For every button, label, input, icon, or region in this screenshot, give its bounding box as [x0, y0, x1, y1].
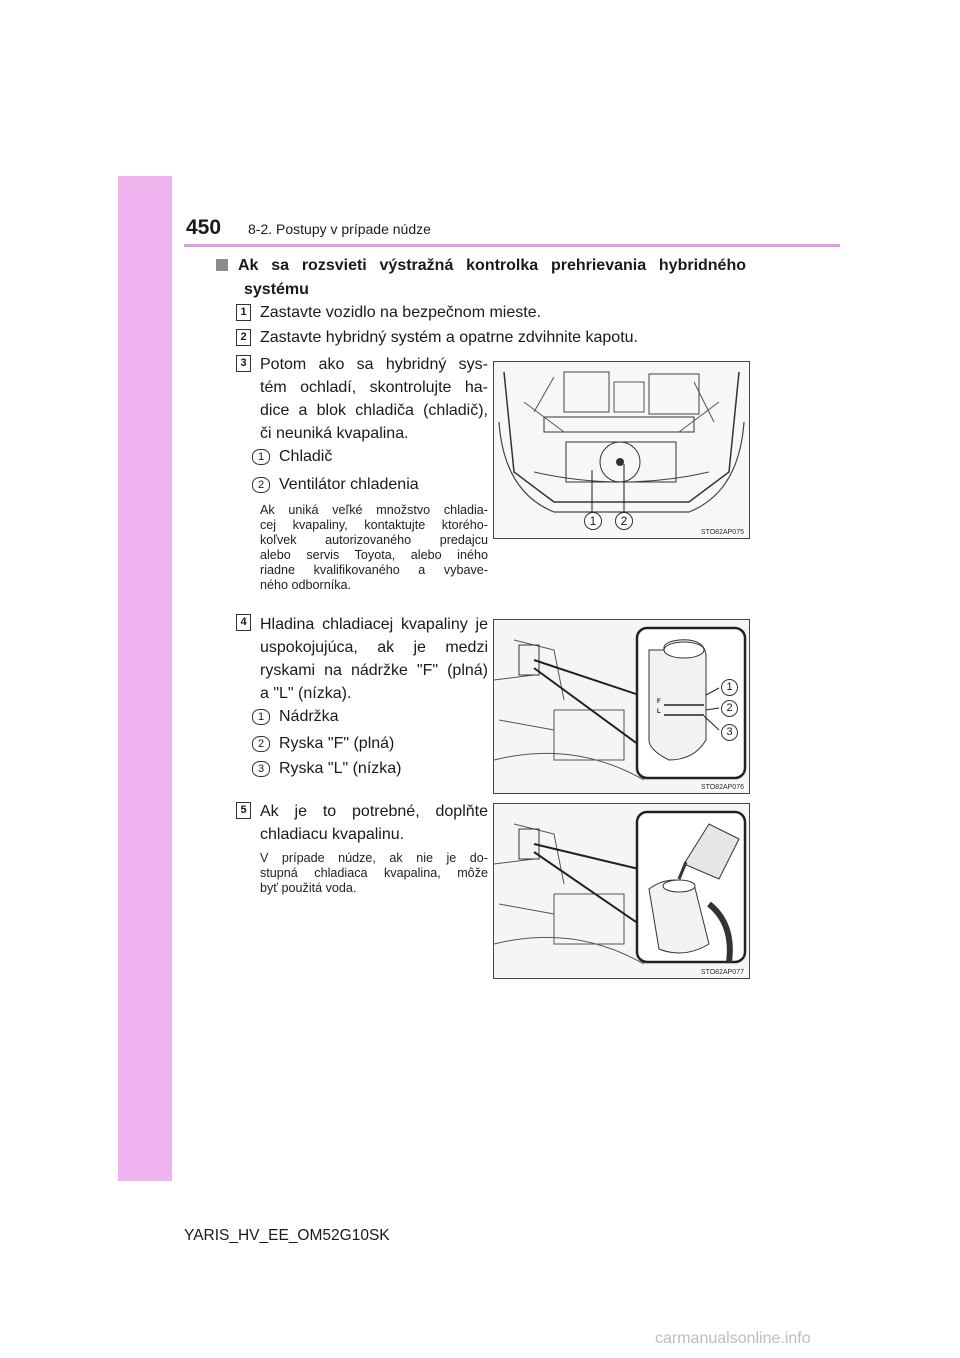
note-line: riadne kvalifikovaného a vybave- — [260, 563, 488, 577]
page-number: 450 — [186, 216, 222, 239]
engine-bay-figure — [493, 361, 750, 539]
step-4-text — [260, 613, 488, 705]
step-number-4: 4 — [236, 614, 251, 631]
reservoir-illustration — [494, 620, 749, 793]
step-number-1: 1 — [236, 304, 251, 321]
document-code: YARIS_HV_EE_OM52G10SK — [184, 1227, 390, 1244]
note-line: ného odborníka. — [260, 578, 352, 592]
figure-marker: 1 — [721, 679, 738, 696]
step-4-line: uspokojujúca, ak je medzi — [260, 639, 488, 656]
refill-coolant-figure — [493, 803, 750, 979]
note-line: V prípade núdze, ak nie je do- — [260, 851, 488, 865]
f-mark: F — [657, 699, 661, 705]
callout-marker: 2 — [252, 736, 270, 752]
callout-label-reservoir: Nádržka — [279, 708, 339, 725]
step-2-text: Zastavte hybridný systém a opatrne zdvihnite kapotu. — [260, 329, 638, 346]
callout-marker: 1 — [252, 449, 270, 465]
header-rule — [184, 244, 840, 247]
section-sidebar-tab — [118, 176, 172, 1181]
step-3-line: či neuniká kvapalina. — [260, 425, 409, 442]
figure-marker: 2 — [615, 512, 633, 530]
heading-line-2: systému — [244, 281, 309, 298]
step-4-line: Hladina chladiacej kvapaliny je — [260, 616, 488, 633]
step-number-2: 2 — [236, 329, 251, 346]
step-3-line: tém ochladí, skontrolujte ha- — [260, 379, 488, 396]
step-5-line: chladiacu kvapalinu. — [260, 826, 405, 843]
l-mark: L — [657, 709, 661, 715]
callout-label-l-mark: Ryska "L" (nízka) — [279, 760, 402, 777]
coolant-reservoir-figure — [493, 619, 750, 794]
note-line: alebo servis Toyota, alebo iného — [260, 548, 488, 562]
subsection-heading — [216, 254, 746, 302]
step-3-note — [260, 503, 488, 593]
step-4-line: a "L" (nízka). — [260, 685, 352, 702]
note-line: byť použitá voda. — [260, 881, 357, 895]
figure-marker: 3 — [721, 724, 738, 741]
step-number-5: 5 — [236, 802, 251, 819]
heading-square-icon — [216, 259, 228, 271]
step-5-note — [260, 851, 488, 896]
step-number-3: 3 — [236, 355, 251, 372]
figure-code: STO82AP075 — [700, 529, 744, 536]
note-line: stupná chladiaca kvapalina, môže — [260, 866, 488, 880]
step-3-line: dice a blok chladiča (chladič), — [260, 402, 488, 419]
figure-marker: 1 — [584, 512, 602, 530]
figure-marker: 2 — [721, 700, 738, 717]
step-5-line: Ak je to potrebné, doplňte — [260, 803, 488, 820]
step-5-text — [260, 800, 488, 846]
heading-line-1: Ak sa rozsvieti výstražná kontrolka prehrievania hybridného — [238, 257, 746, 274]
refill-illustration — [494, 804, 749, 978]
figure-code: STO82AP076 — [700, 784, 744, 791]
callout-label-radiator: Chladič — [279, 448, 333, 465]
note-line: cej kvapaliny, kontaktujte ktorého- — [260, 518, 488, 532]
callout-marker: 2 — [252, 477, 270, 493]
callout-label-fan: Ventilátor chladenia — [279, 476, 419, 493]
note-line: koľvek autorizovaného predajcu — [260, 533, 488, 547]
note-line: Ak uniká veľké množstvo chladia- — [260, 503, 488, 517]
callout-label-f-mark: Ryska "F" (plná) — [279, 735, 395, 752]
figure-code: STO82AP077 — [700, 969, 744, 976]
section-title: 8-2. Postupy v prípade núdze — [248, 221, 431, 237]
step-3-text — [260, 353, 488, 445]
watermark: carmanualsonline.info — [655, 1330, 811, 1347]
step-4-line: ryskami na nádržke "F" (plná) — [260, 662, 488, 679]
step-1-text: Zastavte vozidlo na bezpečnom mieste. — [260, 304, 542, 321]
step-3-line: Potom ako sa hybridný sys- — [260, 356, 488, 373]
callout-marker: 3 — [252, 761, 270, 777]
callout-marker: 1 — [252, 709, 270, 725]
